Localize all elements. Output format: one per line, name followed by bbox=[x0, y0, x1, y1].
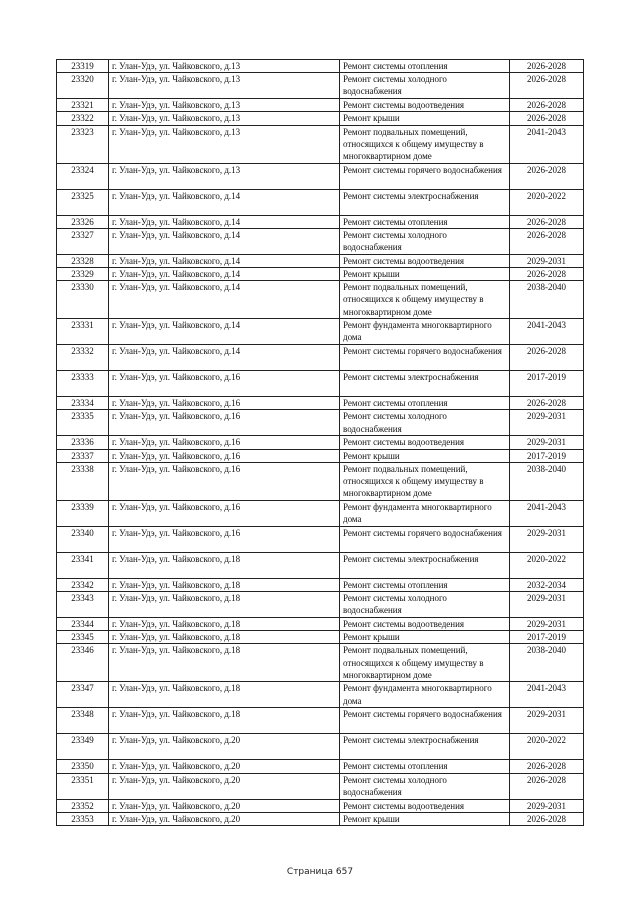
row-number-cell: 23343 bbox=[57, 592, 109, 618]
table-row bbox=[57, 631, 584, 644]
address-cell: г. Улан-Удэ, ул. Чайковского, д.20 bbox=[109, 734, 340, 760]
table-row bbox=[57, 526, 584, 552]
period-cell: 2029-2031 bbox=[510, 436, 584, 449]
work-type-cell: Ремонт фундамента многоквартирного дома bbox=[340, 319, 510, 345]
work-type-cell: Ремонт системы горячего водоснабжения bbox=[340, 345, 510, 371]
address-cell: г. Улан-Удэ, ул. Чайковского, д.14 bbox=[109, 215, 340, 228]
table-row bbox=[57, 281, 584, 319]
table-row bbox=[57, 125, 584, 163]
period-cell: 2026-2028 bbox=[510, 215, 584, 228]
work-type-cell: Ремонт системы холодного водоснабжения bbox=[340, 73, 510, 99]
row-number-cell: 23319 bbox=[57, 60, 109, 73]
table-row bbox=[57, 99, 584, 112]
work-type-cell: Ремонт системы горячего водоснабжения bbox=[340, 526, 510, 552]
table-row bbox=[57, 410, 584, 436]
table-row bbox=[57, 500, 584, 526]
row-number-cell: 23341 bbox=[57, 552, 109, 578]
table-row bbox=[57, 682, 584, 708]
work-type-cell: Ремонт системы горячего водоснабжения bbox=[340, 708, 510, 734]
table-row bbox=[57, 799, 584, 812]
period-cell: 2038-2040 bbox=[510, 462, 584, 500]
address-cell: г. Улан-Удэ, ул. Чайковского, д.18 bbox=[109, 618, 340, 631]
address-cell: г. Улан-Удэ, ул. Чайковского, д.18 bbox=[109, 592, 340, 618]
work-type-cell: Ремонт системы водоотведения bbox=[340, 618, 510, 631]
row-number-cell: 23353 bbox=[57, 812, 109, 825]
work-type-cell: Ремонт системы отопления bbox=[340, 397, 510, 410]
address-cell: г. Улан-Удэ, ул. Чайковского, д.13 bbox=[109, 73, 340, 99]
address-cell: г. Улан-Удэ, ул. Чайковского, д.20 bbox=[109, 812, 340, 825]
table-row bbox=[57, 163, 584, 189]
table-row bbox=[57, 760, 584, 773]
table-row bbox=[57, 73, 584, 99]
table-row bbox=[57, 592, 584, 618]
period-cell: 2029-2031 bbox=[510, 708, 584, 734]
work-type-cell: Ремонт системы электроснабжения bbox=[340, 552, 510, 578]
row-number-cell: 23334 bbox=[57, 397, 109, 410]
work-type-cell: Ремонт подвальных помещений, относящихся к общему имуществу в многоквартирном доме bbox=[340, 125, 510, 163]
work-type-cell: Ремонт системы водоотведения bbox=[340, 799, 510, 812]
table-row bbox=[57, 189, 584, 215]
row-number-cell: 23320 bbox=[57, 73, 109, 99]
work-type-cell: Ремонт крыши bbox=[340, 112, 510, 125]
period-cell: 2017-2019 bbox=[510, 631, 584, 644]
row-number-cell: 23342 bbox=[57, 578, 109, 591]
address-cell: г. Улан-Удэ, ул. Чайковского, д.18 bbox=[109, 552, 340, 578]
period-cell: 2017-2019 bbox=[510, 371, 584, 397]
period-cell: 2026-2028 bbox=[510, 228, 584, 254]
row-number-cell: 23326 bbox=[57, 215, 109, 228]
row-number-cell: 23339 bbox=[57, 500, 109, 526]
work-type-cell: Ремонт крыши bbox=[340, 449, 510, 462]
address-cell: г. Улан-Удэ, ул. Чайковского, д.16 bbox=[109, 526, 340, 552]
work-type-cell: Ремонт крыши bbox=[340, 631, 510, 644]
address-cell: г. Улан-Удэ, ул. Чайковского, д.16 bbox=[109, 397, 340, 410]
row-number-cell: 23338 bbox=[57, 462, 109, 500]
table-row bbox=[57, 552, 584, 578]
address-cell: г. Улан-Удэ, ул. Чайковского, д.18 bbox=[109, 644, 340, 682]
row-number-cell: 23325 bbox=[57, 189, 109, 215]
period-cell: 2029-2031 bbox=[510, 526, 584, 552]
table-row bbox=[57, 319, 584, 345]
table-body bbox=[57, 60, 584, 826]
address-cell: г. Улан-Удэ, ул. Чайковского, д.16 bbox=[109, 500, 340, 526]
work-type-cell: Ремонт крыши bbox=[340, 268, 510, 281]
address-cell: г. Улан-Удэ, ул. Чайковского, д.13 bbox=[109, 125, 340, 163]
address-cell: г. Улан-Удэ, ул. Чайковского, д.20 bbox=[109, 773, 340, 799]
address-cell: г. Улан-Удэ, ул. Чайковского, д.13 bbox=[109, 112, 340, 125]
row-number-cell: 23331 bbox=[57, 319, 109, 345]
table-row bbox=[57, 578, 584, 591]
address-cell: г. Улан-Удэ, ул. Чайковского, д.13 bbox=[109, 163, 340, 189]
table-row bbox=[57, 773, 584, 799]
address-cell: г. Улан-Удэ, ул. Чайковского, д.14 bbox=[109, 254, 340, 267]
table-row bbox=[57, 228, 584, 254]
work-type-cell: Ремонт фундамента многоквартирного дома bbox=[340, 682, 510, 708]
work-type-cell: Ремонт системы холодного водоснабжения bbox=[340, 773, 510, 799]
row-number-cell: 23329 bbox=[57, 268, 109, 281]
table-row bbox=[57, 60, 584, 73]
period-cell: 2041-2043 bbox=[510, 319, 584, 345]
address-cell: г. Улан-Удэ, ул. Чайковского, д.13 bbox=[109, 60, 340, 73]
period-cell: 2026-2028 bbox=[510, 760, 584, 773]
table-row bbox=[57, 812, 584, 825]
work-type-cell: Ремонт системы отопления bbox=[340, 215, 510, 228]
period-cell: 2029-2031 bbox=[510, 254, 584, 267]
table-row bbox=[57, 371, 584, 397]
period-cell: 2026-2028 bbox=[510, 345, 584, 371]
table-row bbox=[57, 708, 584, 734]
period-cell: 2026-2028 bbox=[510, 773, 584, 799]
work-type-cell: Ремонт подвальных помещений, относящихся к общему имуществу в многоквартирном доме bbox=[340, 462, 510, 500]
table-row bbox=[57, 112, 584, 125]
row-number-cell: 23350 bbox=[57, 760, 109, 773]
table-row bbox=[57, 215, 584, 228]
work-type-cell: Ремонт системы электроснабжения bbox=[340, 734, 510, 760]
table-row bbox=[57, 618, 584, 631]
work-type-cell: Ремонт системы отопления bbox=[340, 578, 510, 591]
address-cell: г. Улан-Удэ, ул. Чайковского, д.18 bbox=[109, 631, 340, 644]
period-cell: 2041-2043 bbox=[510, 500, 584, 526]
address-cell: г. Улан-Удэ, ул. Чайковского, д.13 bbox=[109, 99, 340, 112]
period-cell: 2029-2031 bbox=[510, 799, 584, 812]
address-cell: г. Улан-Удэ, ул. Чайковского, д.16 bbox=[109, 410, 340, 436]
period-cell: 2038-2040 bbox=[510, 281, 584, 319]
row-number-cell: 23321 bbox=[57, 99, 109, 112]
period-cell: 2026-2028 bbox=[510, 812, 584, 825]
row-number-cell: 23352 bbox=[57, 799, 109, 812]
table-row bbox=[57, 734, 584, 760]
work-type-cell: Ремонт системы горячего водоснабжения bbox=[340, 163, 510, 189]
address-cell: г. Улан-Удэ, ул. Чайковского, д.20 bbox=[109, 799, 340, 812]
work-type-cell: Ремонт системы электроснабжения bbox=[340, 189, 510, 215]
table-row bbox=[57, 436, 584, 449]
period-cell: 2020-2022 bbox=[510, 734, 584, 760]
period-cell: 2029-2031 bbox=[510, 618, 584, 631]
row-number-cell: 23346 bbox=[57, 644, 109, 682]
row-number-cell: 23336 bbox=[57, 436, 109, 449]
period-cell: 2026-2028 bbox=[510, 60, 584, 73]
period-cell: 2020-2022 bbox=[510, 189, 584, 215]
period-cell: 2026-2028 bbox=[510, 112, 584, 125]
row-number-cell: 23328 bbox=[57, 254, 109, 267]
row-number-cell: 23347 bbox=[57, 682, 109, 708]
row-number-cell: 23335 bbox=[57, 410, 109, 436]
table-row bbox=[57, 268, 584, 281]
repair-schedule-table bbox=[56, 59, 584, 826]
period-cell: 2026-2028 bbox=[510, 397, 584, 410]
work-type-cell: Ремонт системы холодного водоснабжения bbox=[340, 228, 510, 254]
period-cell: 2029-2031 bbox=[510, 592, 584, 618]
address-cell: г. Улан-Удэ, ул. Чайковского, д.14 bbox=[109, 345, 340, 371]
period-cell: 2032-2034 bbox=[510, 578, 584, 591]
row-number-cell: 23348 bbox=[57, 708, 109, 734]
work-type-cell: Ремонт системы отопления bbox=[340, 60, 510, 73]
table-row bbox=[57, 644, 584, 682]
work-type-cell: Ремонт крыши bbox=[340, 812, 510, 825]
table-row bbox=[57, 462, 584, 500]
work-type-cell: Ремонт подвальных помещений, относящихся к общему имуществу в многоквартирном доме bbox=[340, 281, 510, 319]
work-type-cell: Ремонт системы электроснабжения bbox=[340, 371, 510, 397]
address-cell: г. Улан-Удэ, ул. Чайковского, д.14 bbox=[109, 281, 340, 319]
work-type-cell: Ремонт системы водоотведения bbox=[340, 254, 510, 267]
row-number-cell: 23322 bbox=[57, 112, 109, 125]
period-cell: 2026-2028 bbox=[510, 268, 584, 281]
address-cell: г. Улан-Удэ, ул. Чайковского, д.16 bbox=[109, 436, 340, 449]
row-number-cell: 23344 bbox=[57, 618, 109, 631]
period-cell: 2038-2040 bbox=[510, 644, 584, 682]
work-type-cell: Ремонт системы отопления bbox=[340, 760, 510, 773]
row-number-cell: 23323 bbox=[57, 125, 109, 163]
table-row bbox=[57, 345, 584, 371]
period-cell: 2026-2028 bbox=[510, 163, 584, 189]
row-number-cell: 23349 bbox=[57, 734, 109, 760]
period-cell: 2020-2022 bbox=[510, 552, 584, 578]
table-row bbox=[57, 449, 584, 462]
row-number-cell: 23337 bbox=[57, 449, 109, 462]
row-number-cell: 23351 bbox=[57, 773, 109, 799]
address-cell: г. Улан-Удэ, ул. Чайковского, д.14 bbox=[109, 228, 340, 254]
period-cell: 2026-2028 bbox=[510, 99, 584, 112]
row-number-cell: 23340 bbox=[57, 526, 109, 552]
row-number-cell: 23324 bbox=[57, 163, 109, 189]
page-number: Страница 657 bbox=[286, 867, 354, 877]
period-cell: 2041-2043 bbox=[510, 125, 584, 163]
period-cell: 2029-2031 bbox=[510, 410, 584, 436]
address-cell: г. Улан-Удэ, ул. Чайковского, д.16 bbox=[109, 462, 340, 500]
table-row bbox=[57, 397, 584, 410]
period-cell: 2017-2019 bbox=[510, 449, 584, 462]
work-type-cell: Ремонт системы водоотведения bbox=[340, 436, 510, 449]
address-cell: г. Улан-Удэ, ул. Чайковского, д.18 bbox=[109, 682, 340, 708]
address-cell: г. Улан-Удэ, ул. Чайковского, д.16 bbox=[109, 371, 340, 397]
work-type-cell: Ремонт фундамента многоквартирного дома bbox=[340, 500, 510, 526]
work-type-cell: Ремонт системы холодного водоснабжения bbox=[340, 592, 510, 618]
period-cell: 2026-2028 bbox=[510, 73, 584, 99]
work-type-cell: Ремонт системы холодного водоснабжения bbox=[340, 410, 510, 436]
work-type-cell: Ремонт системы водоотведения bbox=[340, 99, 510, 112]
row-number-cell: 23333 bbox=[57, 371, 109, 397]
address-cell: г. Улан-Удэ, ул. Чайковского, д.18 bbox=[109, 578, 340, 591]
row-number-cell: 23327 bbox=[57, 228, 109, 254]
address-cell: г. Улан-Удэ, ул. Чайковского, д.20 bbox=[109, 760, 340, 773]
row-number-cell: 23332 bbox=[57, 345, 109, 371]
period-cell: 2041-2043 bbox=[510, 682, 584, 708]
row-number-cell: 23345 bbox=[57, 631, 109, 644]
address-cell: г. Улан-Удэ, ул. Чайковского, д.14 bbox=[109, 319, 340, 345]
address-cell: г. Улан-Удэ, ул. Чайковского, д.16 bbox=[109, 449, 340, 462]
address-cell: г. Улан-Удэ, ул. Чайковского, д.14 bbox=[109, 189, 340, 215]
address-cell: г. Улан-Удэ, ул. Чайковского, д.18 bbox=[109, 708, 340, 734]
work-type-cell: Ремонт подвальных помещений, относящихся к общему имуществу в многоквартирном доме bbox=[340, 644, 510, 682]
address-cell: г. Улан-Удэ, ул. Чайковского, д.14 bbox=[109, 268, 340, 281]
table-row bbox=[57, 254, 584, 267]
row-number-cell: 23330 bbox=[57, 281, 109, 319]
